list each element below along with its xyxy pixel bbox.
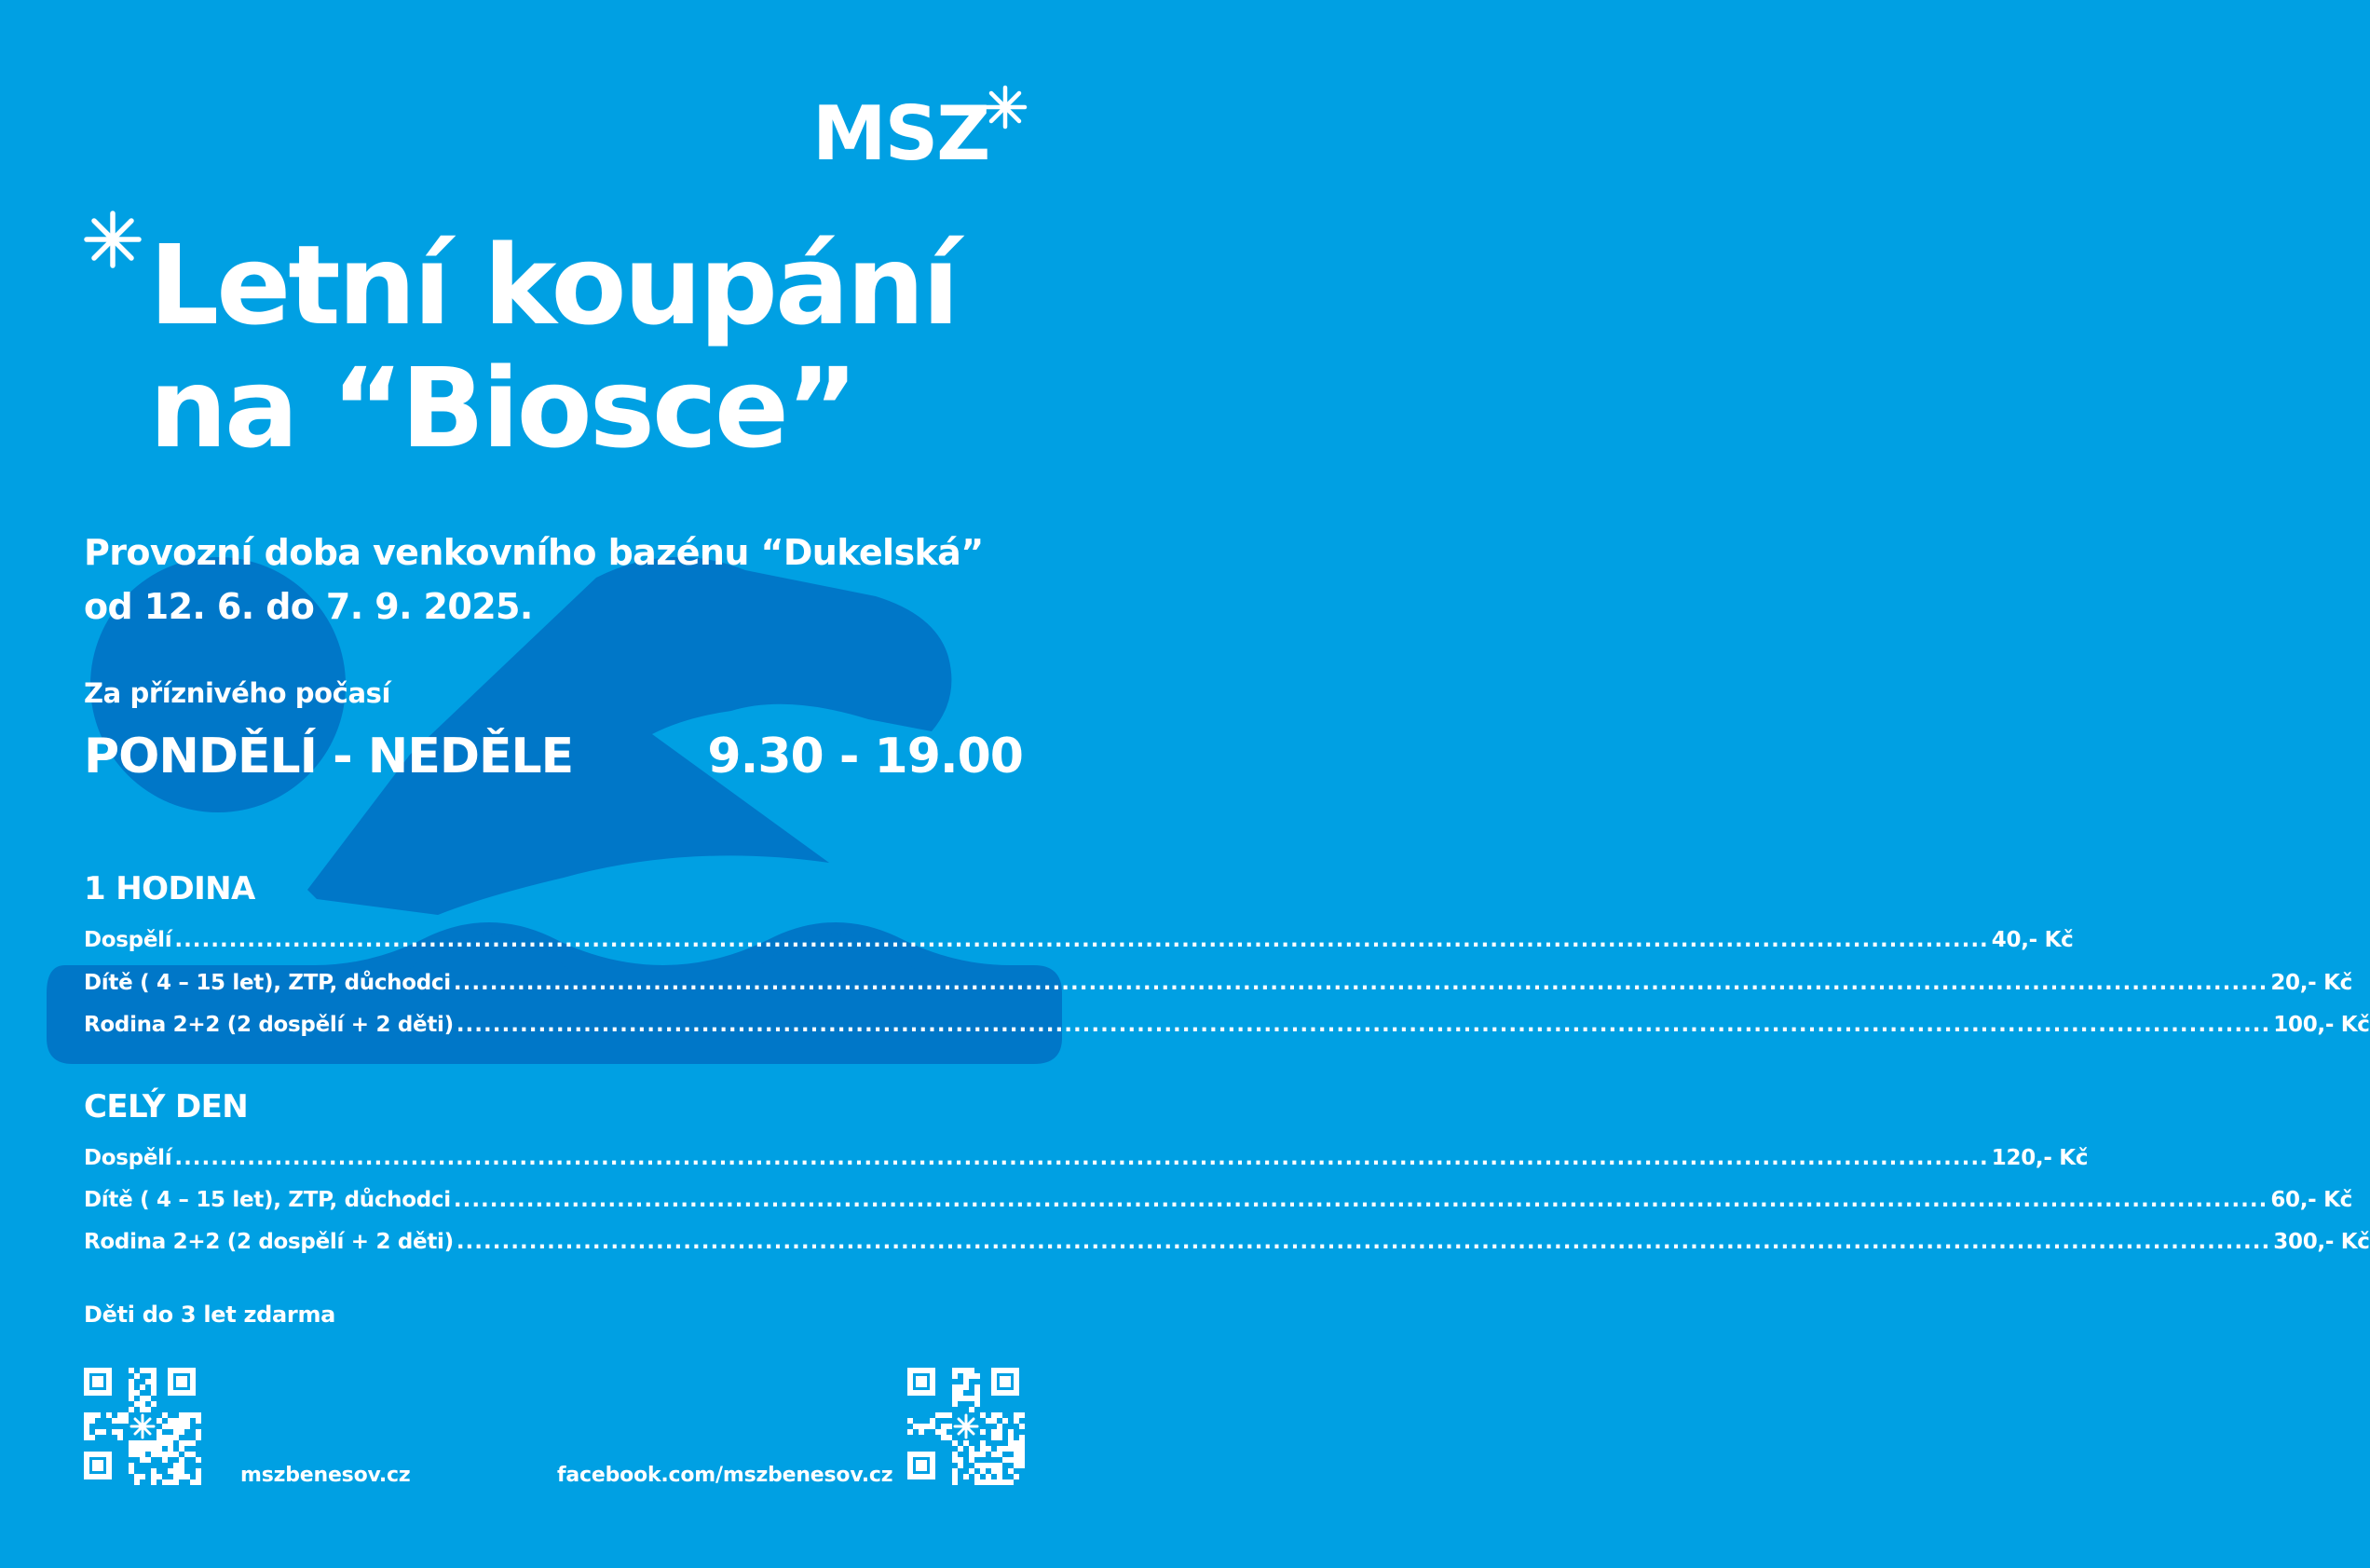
price-row bbox=[84, 926, 2074, 954]
season-info-line-1: Provozní doba venkovního bazénu “Dukelská” bbox=[84, 532, 984, 573]
page-title-line-2: na “Biosce” bbox=[149, 344, 856, 472]
price-row-value: 300,- Kč bbox=[2273, 1230, 2370, 1254]
price-row-value: 120,- Kč bbox=[1991, 1146, 2089, 1170]
opening-hours: 9.30 - 19.00 bbox=[707, 729, 1023, 784]
price-row-leader: ........................................................................................................................................................................................................ bbox=[456, 1230, 2271, 1254]
price-row bbox=[84, 1228, 2370, 1256]
price-row-leader: ........................................................................................................................................................................................................ bbox=[174, 928, 1989, 952]
msz-logo-text: MSZ bbox=[812, 90, 989, 177]
opening-days: PONDĚLÍ - NEDĚLE bbox=[84, 729, 574, 784]
price-row-leader: ........................................................................................................................................................................................................ bbox=[453, 971, 2268, 995]
price-section-title-hour: 1 HODINA bbox=[84, 870, 255, 907]
price-row bbox=[84, 1186, 2352, 1214]
weather-condition: Za příznivého počasí bbox=[84, 677, 391, 709]
price-row-label: Dítě ( 4 – 15 let), ZTP, důchodci bbox=[84, 971, 451, 995]
price-row-label: Dospělí bbox=[84, 928, 172, 952]
price-row bbox=[84, 1144, 2089, 1172]
price-row-leader: ........................................................................................................................................................................................................ bbox=[456, 1013, 2271, 1037]
page-title-line-1: Letní koupání bbox=[149, 221, 958, 349]
price-row-label: Dítě ( 4 – 15 let), ZTP, důchodci bbox=[84, 1188, 451, 1212]
qr-code-icon bbox=[84, 1368, 201, 1485]
title-star-icon bbox=[84, 211, 142, 268]
page-title bbox=[149, 221, 958, 472]
price-row-value: 100,- Kč bbox=[2273, 1013, 2370, 1037]
logo-star-icon bbox=[984, 86, 1027, 129]
website-link[interactable]: mszbenesov.cz bbox=[240, 1464, 411, 1487]
facebook-link[interactable]: facebook.com/mszbenesov.cz bbox=[557, 1464, 893, 1487]
price-section-title-day: CELÝ DEN bbox=[84, 1088, 249, 1125]
price-row-value: 60,- Kč bbox=[2270, 1188, 2352, 1212]
free-entry-note: Děti do 3 let zdarma bbox=[84, 1302, 336, 1328]
price-row-leader: ........................................................................................................................................................................................................ bbox=[453, 1188, 2268, 1212]
price-row-label: Rodina 2+2 (2 dospělí + 2 děti) bbox=[84, 1013, 454, 1037]
price-row-label: Dospělí bbox=[84, 1146, 172, 1170]
price-row-value: 20,- Kč bbox=[2270, 971, 2352, 995]
season-info-line-2: od 12. 6. do 7. 9. 2025. bbox=[84, 586, 533, 627]
price-row-value: 40,- Kč bbox=[1991, 928, 2074, 952]
price-row-leader: ........................................................................................................................................................................................................ bbox=[174, 1146, 1989, 1170]
price-row bbox=[84, 969, 2352, 997]
price-row-label: Rodina 2+2 (2 dospělí + 2 děti) bbox=[84, 1230, 454, 1254]
price-row bbox=[84, 1011, 2370, 1039]
season-info bbox=[84, 525, 984, 634]
qr-code-icon bbox=[907, 1368, 1025, 1485]
